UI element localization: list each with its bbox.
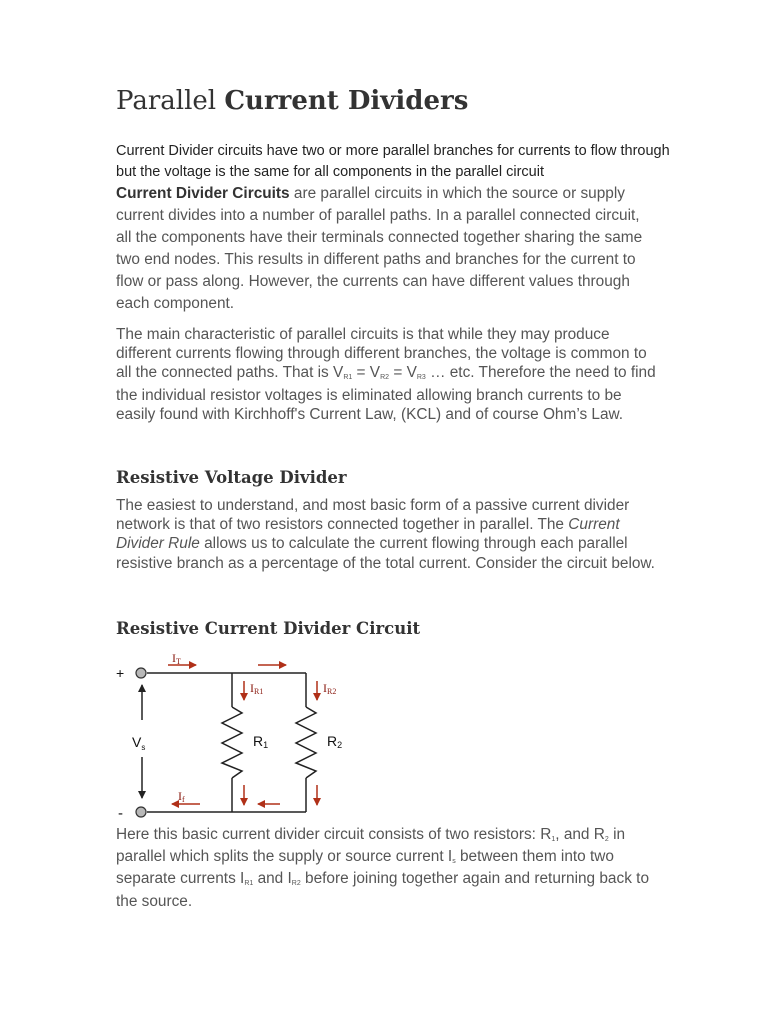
resistor-r2-symbol — [296, 707, 316, 778]
explanation-text-5: and I — [257, 870, 292, 888]
r1-label: R1 — [253, 733, 269, 750]
positive-terminal — [136, 668, 146, 678]
current-divider-circuit-diagram — [108, 645, 358, 820]
current-arrows — [168, 665, 317, 805]
resistor-r1-symbol — [222, 707, 242, 778]
easiest-paragraph — [116, 496, 656, 573]
easiest-text-2: allows us to calculate the current flowing through each parallel resistive branch as a percentage of the total current. Consider the circuit below. — [116, 535, 655, 572]
easiest-text-1: The easiest to understand, and most basic form of a passive current divider network is that of two resistors connected together in parallel. The — [116, 497, 630, 534]
minus-label: - — [118, 805, 123, 820]
subscript-2: 2 — [604, 836, 609, 843]
heading-voltage-divider: Resistive Voltage Divider — [116, 468, 347, 487]
explanation-text-1: Here this basic current divider circuit consists of two resistors: R — [116, 826, 552, 843]
plus-label: + — [116, 665, 125, 681]
explanation-text-6: before joining together again and returning back to the source. — [116, 870, 649, 910]
it-label: IT — [172, 651, 181, 666]
title-normal: Parallel — [116, 86, 217, 116]
characteristic-text-4: … etc. Therefore the need to find the individual resistor voltages is eliminated allowing branch currents to be easily found with Kirchhoff's Current Law, (KCL) and of course Ohm’s Law. — [116, 364, 656, 423]
r2-label: R2 — [327, 733, 343, 750]
vs-label: $V_s$ — [132, 734, 146, 752]
subscript-r3: R3 — [416, 374, 426, 382]
if-label: If — [178, 789, 185, 804]
subscript-s: s — [452, 858, 456, 866]
characteristic-text-2: = V — [356, 364, 381, 382]
subscript-r1: R1 — [343, 374, 353, 382]
circuit-wires — [142, 673, 316, 812]
negative-terminal — [136, 807, 146, 817]
characteristic-paragraph — [116, 325, 656, 424]
explanation-text-3: in parallel which splits the supply or source current I — [116, 826, 626, 866]
title-bold: Current Dividers — [224, 86, 469, 116]
subscript-r2-b: R2 — [291, 880, 301, 888]
characteristic-text-3: = V — [393, 364, 417, 382]
intro-text: are parallel circuits in which the source or supply current divides into a number of parallel paths. In a parallel connected circuit, all the components have their terminals connected together sharing the same two end nodes. This results in different paths and branches for the current to flow or pass along. However, the currents can have different values through each component. — [116, 185, 643, 312]
explanation-paragraph — [116, 825, 656, 911]
intro-paragraph — [116, 183, 656, 314]
heading-circuit: Resistive Current Divider Circuit — [116, 619, 421, 638]
ir2-label: IR2 — [323, 681, 337, 696]
page-title — [116, 86, 468, 116]
explanation-text-4: between them into two separate currents I — [116, 848, 614, 888]
subscript-1: 1 — [551, 836, 556, 843]
subscript-r2: R2 — [380, 374, 390, 382]
subscript-r1-b: R1 — [244, 880, 254, 888]
characteristic-text-1: The main characteristic of parallel circuits is that while they may produce different currents flowing through different branches, the voltage is common to all the connected paths. That is V — [116, 326, 647, 382]
lead-paragraph: Current Divider circuits have two or more parallel branches for currents to flow through but the voltage is the same for all components in the parallel circuit — [116, 143, 670, 180]
intro-term: Current Divider Circuits — [116, 185, 290, 202]
ir1-label: IR1 — [250, 681, 264, 696]
explanation-text-2: , and R — [555, 826, 605, 843]
current-divider-rule-term: Current Divider Rule — [116, 516, 620, 553]
